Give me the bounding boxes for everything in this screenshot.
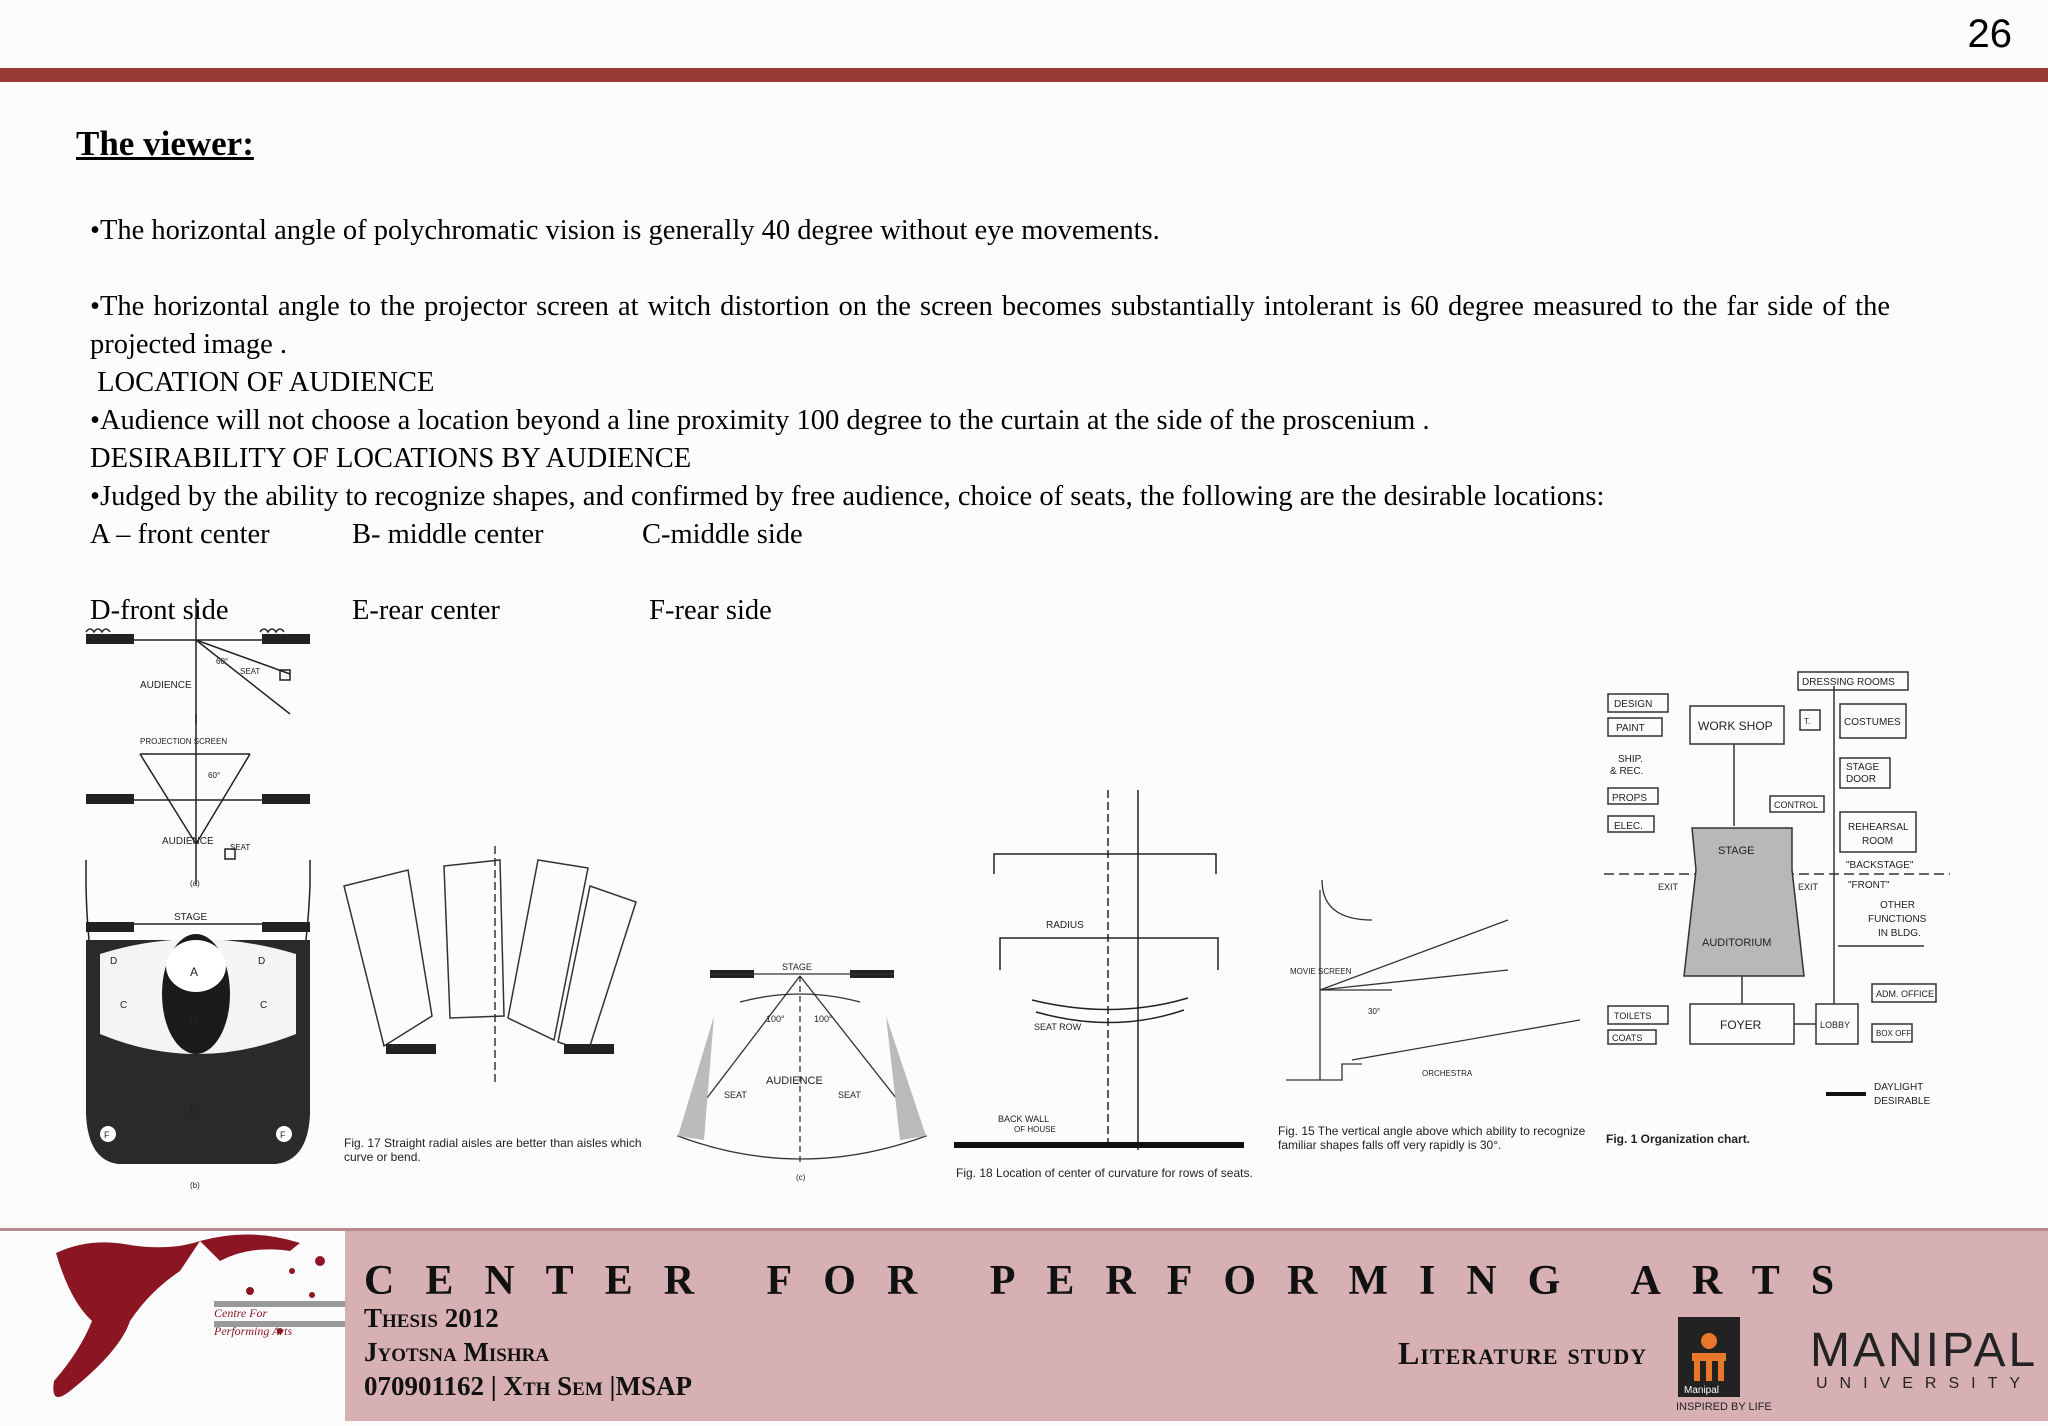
org-props-label: PROPS: [1612, 793, 1648, 804]
paragraph-judged: •Judged by the ability to recognize shapes, and confirmed by free audience, choice of seats, the following are the desirable locations:: [90, 481, 1605, 512]
subheading-location: LOCATION OF AUDIENCE: [90, 367, 435, 398]
location-a: A – front center: [90, 519, 270, 550]
university-sub: UNIVERSITY: [1816, 1375, 2033, 1392]
stage-label-c: STAGE: [782, 962, 812, 972]
zone-f-left-label: F: [104, 1130, 110, 1140]
angle-30-label: 30°: [1368, 1007, 1381, 1016]
radial-aisles-figure: [340, 846, 640, 1096]
fig17-caption: Fig. 17 Straight radial aisles are better than aisles which curve or bend.: [344, 1136, 642, 1164]
subfigure-a-label: (a): [190, 879, 200, 888]
angle-100-left: 100°: [766, 1014, 785, 1024]
subfigure-b-label: (b): [190, 1181, 200, 1190]
zone-c-right-label: C: [260, 1000, 268, 1011]
zone-d-right-label: D: [258, 956, 266, 967]
footer-id: 070901162 | Xth Sem |MSAP: [364, 1371, 692, 1401]
manipal-tagline: INSPIRED BY LIFE: [1676, 1401, 1772, 1413]
viewing-angle-diagram: [80, 594, 320, 1194]
org-front-label: "FRONT": [1848, 880, 1890, 891]
org-stage-label: STAGE: [1718, 845, 1755, 857]
fig18-caption: Fig. 18 Location of center of curvature for rows of seats.: [956, 1166, 1253, 1180]
zone-c-left-label: C: [120, 1000, 128, 1011]
body-text: [90, 212, 1890, 630]
paragraph-audience-location: •Audience will not choose a location beyond a line proximity 100 degree to the curtain at the side of the proscenium .: [90, 405, 1430, 436]
org-other-label-2: FUNCTIONS: [1868, 914, 1927, 925]
angle-label-60-b: 60°: [208, 771, 221, 780]
angle-label-60-a: 60°: [216, 657, 229, 666]
audience-label-b: AUDIENCE: [162, 836, 214, 847]
seat-label-c-right: SEAT: [838, 1090, 861, 1100]
org-ship-label: SHIP.: [1618, 754, 1643, 765]
org-auditorium-label: AUDITORIUM: [1702, 937, 1772, 949]
projection-screen-label: PROJECTION SCREEN: [140, 737, 228, 746]
emblem-text: Manipal: [1684, 1385, 1720, 1396]
org-foyer-label: FOYER: [1720, 1018, 1762, 1032]
movie-screen-label: MOVIE SCREEN: [1290, 967, 1352, 976]
org-admoffice-label: ADM. OFFICE: [1876, 989, 1934, 999]
location-d: D-front side: [90, 595, 229, 626]
org-paint-label: PAINT: [1616, 723, 1645, 734]
footer-title: CENTER FOR PERFORMING ARTS: [364, 1258, 1866, 1304]
footer: [0, 1228, 2048, 1421]
org-coats-label: COATS: [1612, 1033, 1643, 1043]
logo-text-line2: Performing Arts: [214, 1324, 293, 1338]
org-boxoff-label: BOX OFF: [1876, 1029, 1912, 1038]
org-exit-right-label: EXIT: [1798, 882, 1819, 892]
organization-chart-figure: [1604, 670, 1950, 1110]
org-workshop-label: WORK SHOP: [1698, 719, 1773, 733]
angle-100-right: 100°: [814, 1014, 833, 1024]
org-toilets-label: TOILETS: [1614, 1011, 1652, 1021]
org-rec-label: & REC.: [1610, 766, 1644, 777]
zone-b-label: B: [190, 1013, 199, 1027]
org-daylight-label-2: DESIRABLE: [1874, 1096, 1931, 1107]
org-t-label: T.: [1804, 717, 1811, 726]
org-rehearsal-label-1: REHEARSAL: [1848, 822, 1909, 833]
zone-f-right-label: F: [280, 1130, 286, 1140]
vertical-angle-figure: [1282, 880, 1580, 1100]
zone-e-label: E: [190, 1103, 199, 1117]
audience-label-a: AUDIENCE: [140, 680, 192, 691]
viewing-angle-figure: [80, 594, 320, 1194]
radius-label: RADIUS: [1046, 920, 1084, 931]
org-dressing-label: DRESSING ROOMS: [1802, 677, 1895, 688]
org-stagedoor-label-1: STAGE: [1846, 762, 1880, 773]
location-f: F-rear side: [642, 595, 772, 626]
org-control-label: CONTROL: [1774, 800, 1819, 810]
org-other-label-1: OTHER: [1880, 900, 1915, 911]
footer-thesis: Thesis 2012: [364, 1303, 499, 1333]
stage-label-b: STAGE: [174, 912, 208, 923]
section-heading: The viewer:: [76, 124, 254, 163]
location-b: B- middle center: [352, 519, 544, 550]
paragraph-horizontal-angle: •The horizontal angle of polychromatic vision is generally 40 degree without eye movements.: [90, 215, 1160, 246]
of-house-label: OF HOUSE: [1014, 1125, 1056, 1134]
subheading-desirability: DESIRABILITY OF LOCATIONS BY AUDIENCE: [90, 443, 692, 474]
radius-figure: [954, 790, 1250, 1160]
section-label: Literature study: [1398, 1335, 1648, 1371]
orchestra-label: ORCHESTRA: [1422, 1069, 1473, 1078]
locations-row-1: [90, 516, 1890, 554]
fig1-caption: Fig. 1 Organization chart.: [1606, 1132, 1751, 1146]
fig15-caption: Fig. 15 The vertical angle above which ability to recognize familiar shapes falls off very rapidly is 30°.: [1278, 1124, 1586, 1152]
paragraph-projector-angle: •The horizontal angle to the projector screen at witch distortion on the screen becomes substantially intolerant is 60 degree measured to the far side of the projected image .: [90, 291, 1890, 360]
seat-row-label: SEAT ROW: [1034, 1022, 1082, 1032]
logo-text-line1: Centre For: [214, 1306, 268, 1320]
org-elec-label: ELEC.: [1614, 821, 1643, 832]
location-e: E-rear center: [352, 595, 500, 626]
page-number: 26: [1967, 12, 2012, 56]
org-backstage-label: "BACKSTAGE": [1846, 860, 1914, 871]
org-other-label-3: IN BLDG.: [1878, 928, 1921, 939]
seat-label-a: SEAT: [240, 667, 261, 676]
subfigure-c-label: (c): [796, 1173, 806, 1182]
org-exit-left-label: EXIT: [1658, 882, 1679, 892]
zone-a-label: A: [190, 965, 199, 979]
top-accent-bar: [0, 68, 2048, 82]
back-wall-label: BACK WALL: [998, 1114, 1050, 1124]
org-lobby-label: LOBBY: [1820, 1020, 1851, 1030]
dancer-logo-icon: [0, 1231, 345, 1421]
seat-label-b: SEAT: [230, 843, 251, 852]
seat-label-c-left: SEAT: [724, 1090, 747, 1100]
stage-fan-figure: [674, 956, 934, 1186]
center-logo: [0, 1231, 345, 1421]
audience-label-c: AUDIENCE: [766, 1075, 823, 1087]
org-rehearsal-label-2: ROOM: [1862, 836, 1894, 847]
footer-author: Jyotsna Mishra: [364, 1337, 550, 1367]
locations-row-2: [90, 554, 1890, 630]
university-name: MANIPAL: [1810, 1324, 2039, 1377]
zone-d-left-label: D: [110, 956, 118, 967]
org-daylight-label-1: DAYLIGHT: [1874, 1082, 1924, 1093]
location-c: C-middle side: [642, 519, 803, 550]
org-stagedoor-label-2: DOOR: [1846, 774, 1876, 785]
org-costumes-label: COSTUMES: [1844, 717, 1901, 728]
org-design-label: DESIGN: [1614, 699, 1653, 710]
